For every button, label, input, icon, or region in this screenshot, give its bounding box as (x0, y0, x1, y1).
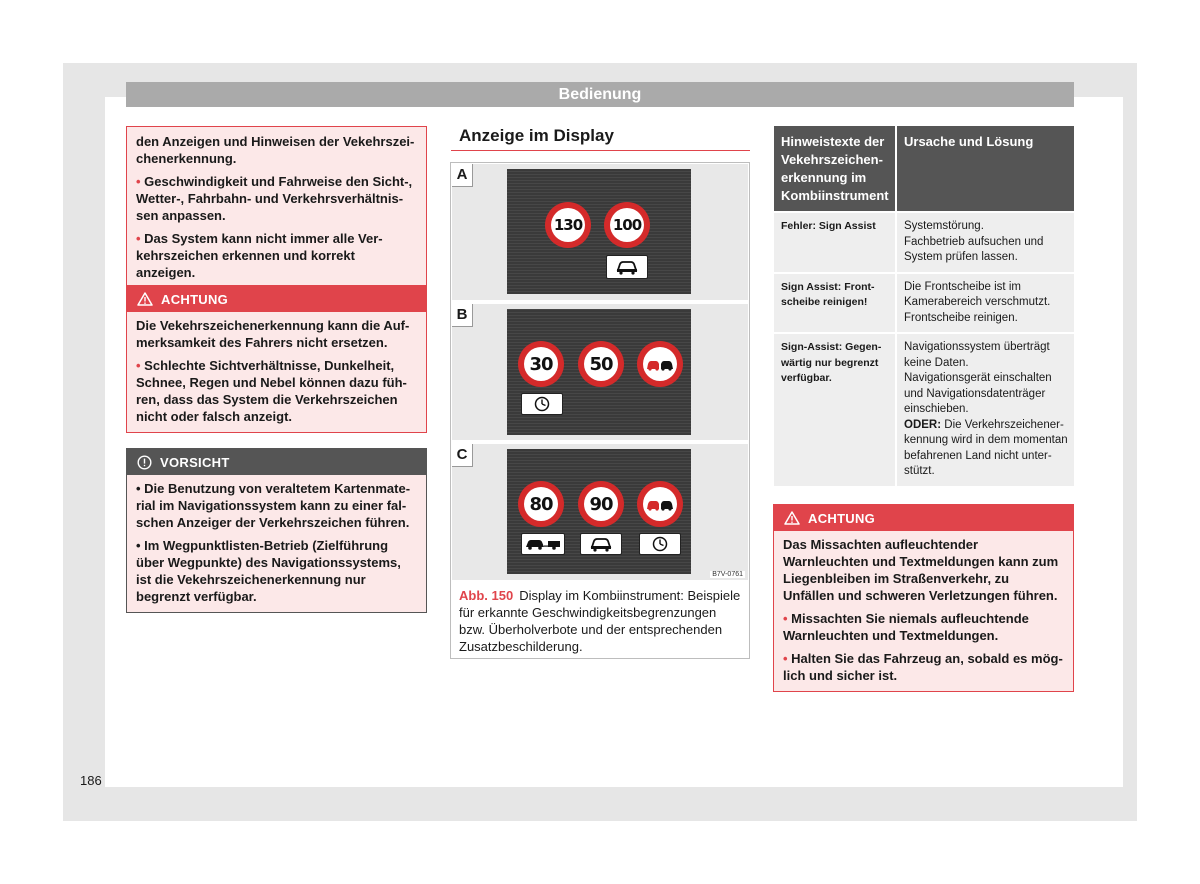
panel-letter: B (452, 304, 473, 327)
overtaking-car-icon (580, 533, 622, 555)
table-header-cell: Hinweistexte der Vekehrszeichenerkennung im Kombiinstrument (774, 126, 896, 212)
panel-b (452, 304, 748, 440)
achtung-header (127, 286, 426, 312)
table-header-row (774, 126, 1074, 212)
achtung-box-left (126, 285, 427, 433)
panel-letter: C (452, 444, 473, 467)
figure-150 (450, 162, 750, 659)
continued-text: den Anzeigen und Hinweisen der Vekehrszeichenerkennung. (136, 134, 415, 166)
caption-text: Display im Kombiinstrument: Beispiele für erkannte Geschwindigkeitsbegrenzungen bzw. Überholverbote und der entsprechenden Zusatzbeschilderung. (459, 588, 741, 654)
section-title: Anzeige im Display (451, 126, 750, 151)
vorsicht-title: VORSICHT (160, 454, 230, 470)
achtung-bullet: • Halten Sie das Fahrzeug an, sobald es möglich und sicher ist. (783, 651, 1063, 683)
achtung-title: ACHTUNG (161, 291, 229, 307)
bullet-icon: • (783, 611, 792, 626)
table-cell: Die Frontscheibe ist im Kamerabereich verschmutzt. Frontscheibe reinigen. (896, 273, 1074, 334)
display-screen (507, 449, 691, 574)
speed-limit-sign: 100 (604, 202, 650, 248)
page-header: Bedienung (126, 82, 1074, 107)
panel-letter: A (452, 164, 473, 187)
table-row (774, 273, 1074, 334)
display-screen (507, 309, 691, 435)
table-header-cell: Ursache und Lösung (896, 126, 1074, 212)
vorsicht-body (127, 475, 426, 612)
figure-caption (459, 587, 744, 655)
bullet-icon: • (783, 651, 792, 666)
achtung-box-right (773, 504, 1074, 692)
panel-c (452, 444, 748, 580)
achtung-intro: Das Missachten aufleuchtender Warnleuchten und Textmeldungen kann zum Liegenbleiben im Straßenverkehr, zu Unfällen und schweren Verletzungen führen. (783, 537, 1059, 603)
continued-bullet-1: • Geschwindigkeit und Fahrweise den Sicht-, Wetter-, Fahrbahn- und Verkehrsverhältnissen anpassen. (136, 174, 413, 223)
continued-bullet-2: • Das System kann nicht immer alle Verkehrszeichen erkennen und korrekt anzeigen. (136, 231, 383, 280)
speed-limit-sign: 30 (518, 341, 564, 387)
achtung-bullet: • Schlechte Sichtverhältnisse, Dunkelheit, Schnee, Regen und Nebel können dazu führen, dass das System die Verkehrszeichen nicht oder falsch anzeigt. (136, 358, 407, 424)
caption-label: Abb. 150 (459, 588, 514, 603)
clock-icon (521, 393, 563, 415)
speed-limit-sign: 130 (545, 202, 591, 248)
achtung-title: ACHTUNG (808, 510, 876, 526)
achtung-intro: Die Vekehrszeichenerkennung kann die Aufmerksamkeit des Fahrers nicht ersetzen. (136, 318, 410, 350)
page-number: 186 (80, 773, 102, 788)
bullet-icon: • (136, 231, 145, 246)
vorsicht-header (127, 449, 426, 475)
continued-warning-box (126, 126, 427, 289)
speed-limit-sign: 80 (518, 481, 564, 527)
achtung-body (774, 531, 1073, 691)
message-table (774, 126, 1074, 486)
warning-triangle-icon (784, 511, 800, 525)
car-trailer-icon (521, 533, 565, 555)
table-row (774, 333, 1074, 486)
achtung-header (774, 505, 1073, 531)
bullet-icon: • (136, 481, 145, 496)
vorsicht-bullet-2: • Im Wegpunktlisten-Betrieb (Zielführung über Wegpunkte) des Navigationssystems, ist die Vekehrszeichenerkennung nur begrenzt verfügbar. (136, 538, 401, 604)
panel-a (452, 164, 748, 300)
achtung-bullet: • Missachten Sie niemals aufleuchtende Warnleuchten und Textmeldungen. (783, 611, 1029, 643)
vorsicht-bullet-1: • Die Benutzung von veraltetem Kartenmaterial im Navigationssystem kann zu einer falschen Anzeiger der Verkehrszeichen führen. (136, 481, 411, 530)
display-screen (507, 169, 691, 294)
table-row (774, 212, 1074, 273)
warning-triangle-icon (137, 292, 153, 306)
figure-code: B7V-0761 (712, 571, 743, 578)
achtung-body (127, 312, 426, 432)
no-overtaking-icon (637, 481, 683, 527)
vorsicht-box (126, 448, 427, 613)
overtaking-car-icon (606, 255, 648, 279)
table-cell: Fehler: Sign Assist (774, 212, 896, 273)
clock-icon (639, 533, 681, 555)
table-cell: Systemstörung. Fachbetrieb aufsuchen und System prüfen lassen. (896, 212, 1074, 273)
table-cell: Sign-Assist: Gegenwärtig nur begrenzt verfügbar. (774, 333, 896, 486)
bullet-icon: • (136, 358, 145, 373)
bullet-icon: • (136, 538, 145, 553)
speed-limit-sign: 50 (578, 341, 624, 387)
exclamation-circle-icon (137, 455, 152, 470)
bullet-icon: • (136, 174, 145, 189)
speed-limit-sign: 90 (578, 481, 624, 527)
table-cell: Navigationssystem überträgt keine Daten. Navigationsgerät einschalten und Navigationsdatenträger einschieben. ODER: Die Verkehrszeichenerkennung wird in dem momentan befahrenen Land nicht unterstützt. (896, 333, 1074, 486)
no-overtaking-icon (637, 341, 683, 387)
table-cell: Sign Assist: Frontscheibe reinigen! (774, 273, 896, 334)
